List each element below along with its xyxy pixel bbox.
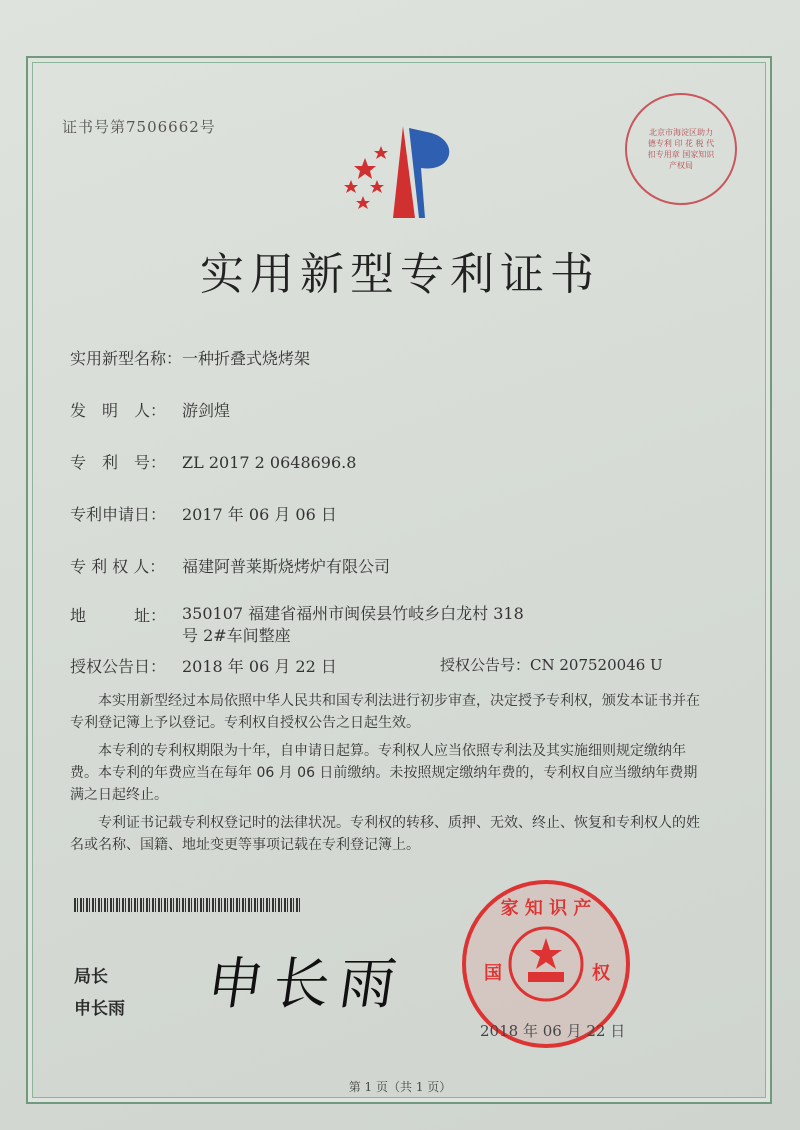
field-value: 福建阿普莱斯烧烤炉有限公司 xyxy=(182,557,391,576)
field-utility-model-name xyxy=(70,346,310,369)
field-value: 350107 福建省福州市闽侯县竹岐乡白龙村 318 号 2#车间整座 xyxy=(182,604,524,645)
field-announcement-number xyxy=(440,654,663,675)
field-application-date xyxy=(70,502,337,525)
field-address xyxy=(70,603,670,647)
field-value: 游剑煌 xyxy=(182,401,231,420)
page-footer: 第 1 页（共 1 页） xyxy=(348,1080,452,1094)
field-label: 授权公告日： xyxy=(70,657,167,676)
field-inventor xyxy=(70,398,230,421)
field-label: 授权公告号： xyxy=(440,656,531,674)
svg-text:权: 权 xyxy=(592,963,610,984)
paragraph-grant: 本实用新型经过本局依照中华人民共和国专利法进行初步审查，决定授予专利权，颁发本证书并在专利登记簿上予以登记。专利权自授权公告之日起生效。 xyxy=(70,693,700,731)
svg-text:国: 国 xyxy=(484,963,502,984)
department-stamp xyxy=(625,93,737,205)
field-patent-number xyxy=(70,450,356,473)
svg-text:家 知 识 产: 家 知 识 产 xyxy=(500,898,592,919)
seal-date: 2018 年 06 月 22 日 xyxy=(480,1022,626,1040)
field-value: ZL 2017 2 0648696.8 xyxy=(182,453,357,472)
field-grant-date xyxy=(70,654,337,677)
field-label: 实用新型名称： xyxy=(70,349,183,368)
barcode xyxy=(74,898,302,912)
field-value: 2017 年 06 月 06 日 xyxy=(182,505,337,524)
director-title: 局长 xyxy=(74,967,108,987)
field-label: 发 明 人： xyxy=(70,401,167,420)
field-value: CN 207520046 U xyxy=(530,656,663,674)
field-label: 地 址： xyxy=(70,606,167,625)
dept-stamp-text: 北京市海淀区助力德专利 印 花 税 代扣专用章 国家知识产权局 xyxy=(647,128,715,170)
field-value: 2018 年 06 月 22 日 xyxy=(182,657,337,676)
paragraph-term: 本专利的专利权期限为十年，自申请日起算。专利权人应当依照专利法及其实施细则规定缴纳年费。本专利的年费应当在每年 06 月 06 日前缴纳。未按照规定缴纳年费的，专利权自应当缴纳年费期满之日起终止。 xyxy=(70,743,698,803)
page-title: 实用新型专利证书 xyxy=(200,249,600,300)
field-patentee xyxy=(70,554,390,577)
cnipa-logo-icon xyxy=(335,118,465,228)
signature: 申长雨 xyxy=(202,952,410,1017)
director-name: 申长雨 xyxy=(74,999,125,1019)
certificate-number: 证书号第7506662号 xyxy=(62,118,216,136)
field-label: 专利申请日： xyxy=(70,505,167,524)
field-label: 专 利 号： xyxy=(70,453,167,472)
field-value: 一种折叠式烧烤架 xyxy=(182,349,311,368)
paragraph-legal-status: 专利证书记载专利权登记时的法律状况。专利权的转移、质押、无效、终止、恢复和专利权人的姓名或名称、国籍、地址变更等事项记载在专利登记簿上。 xyxy=(70,815,700,853)
field-label: 专 利 权 人： xyxy=(70,557,166,576)
